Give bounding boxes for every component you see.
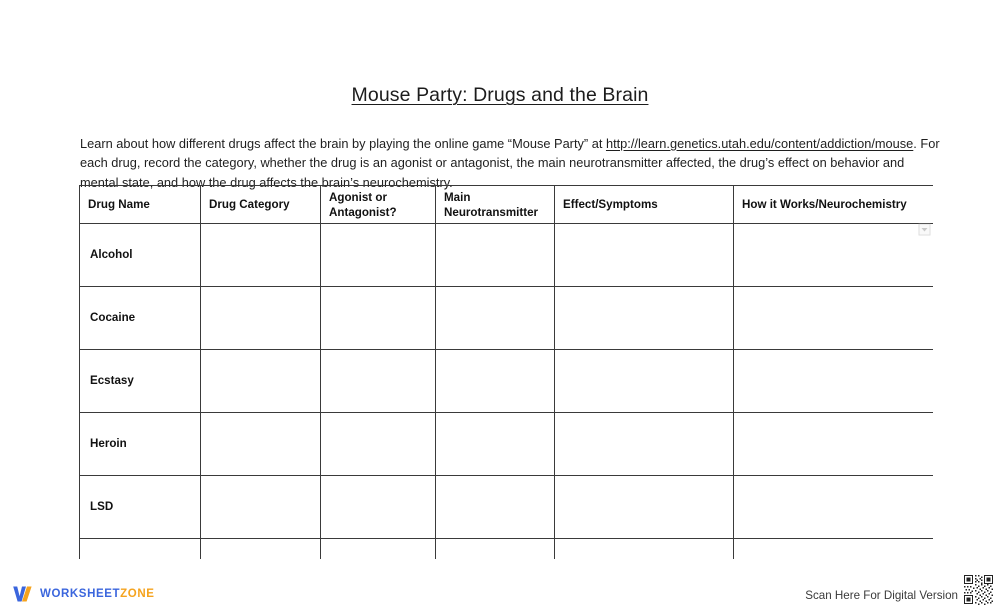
table-row	[80, 287, 934, 350]
cell-how-it-works[interactable]	[734, 539, 934, 560]
intro-paragraph	[80, 134, 940, 192]
column-header-main-neurotransmitter-line2: Neurotransmitter	[444, 205, 539, 219]
page-title	[0, 84, 1000, 107]
cell-agonist-antagonist[interactable]	[321, 539, 436, 560]
cell-drug-name: Ecstasy	[80, 350, 201, 413]
cell-main-neurotransmitter[interactable]	[436, 539, 555, 560]
cell-effect-symptoms[interactable]	[555, 413, 734, 476]
table-row	[80, 350, 934, 413]
cell-drug-name: Heroin	[80, 413, 201, 476]
cell-how-it-works[interactable]	[734, 350, 934, 413]
intro-text-after-link: . For each drug, record the category, whether the drug is an agonist or antagonist, the main neurotransmitter affected, the drug’s effect on behavior and mental state, and how the drug affects the brain’s neurochemistry.	[80, 135, 940, 190]
table-row	[80, 224, 934, 287]
table-row	[80, 539, 934, 560]
table-row	[80, 413, 934, 476]
table-row	[80, 476, 934, 539]
column-header-drug-category-line1: Drug Category	[209, 198, 290, 212]
logo-text-worksheet: WORKSHEET	[40, 588, 121, 600]
cell-effect-symptoms[interactable]	[555, 539, 734, 560]
mouse-party-link[interactable]: http://learn.genetics.utah.edu/content/addiction/mouse	[605, 135, 914, 151]
intro-text-before-link: Learn about how different drugs affect the brain by playing the online game “Mouse Party” at	[80, 135, 606, 151]
cell-how-it-works[interactable]	[734, 476, 934, 539]
column-header-effect-symptoms-line1: Effect/Symptoms	[563, 198, 658, 212]
cell-main-neurotransmitter[interactable]	[436, 476, 555, 539]
cell-agonist-antagonist[interactable]	[321, 287, 436, 350]
cell-effect-symptoms[interactable]	[555, 224, 734, 287]
cell-drug-category[interactable]	[201, 350, 321, 413]
column-header-main-neurotransmitter-line1: Main	[444, 191, 471, 204]
page-title-text: Mouse Party: Drugs and the Brain	[351, 84, 649, 106]
cell-main-neurotransmitter[interactable]	[436, 350, 555, 413]
qr-code-icon[interactable]	[962, 573, 995, 606]
drugs-worksheet-table	[79, 185, 933, 559]
cell-agonist-antagonist[interactable]	[321, 413, 436, 476]
cell-effect-symptoms[interactable]	[555, 476, 734, 539]
cell-drug-category[interactable]	[201, 413, 321, 476]
cell-how-it-works[interactable]	[734, 224, 934, 287]
logo-text-zone: ZONE	[120, 588, 155, 600]
column-header-effect-symptoms	[555, 186, 734, 224]
table-header-row	[80, 186, 934, 224]
cell-drug-category[interactable]	[201, 287, 321, 350]
column-header-how-it-works-line1: How it Works/Neurochemistry	[742, 198, 907, 212]
column-header-drug-name-line1: Drug Name	[88, 198, 150, 212]
cell-effect-symptoms[interactable]	[555, 350, 734, 413]
column-header-agonist-antagonist	[321, 186, 436, 224]
cell-main-neurotransmitter[interactable]	[436, 287, 555, 350]
column-header-how-it-works	[734, 186, 934, 224]
cell-drug-category[interactable]	[201, 476, 321, 539]
cell-main-neurotransmitter[interactable]	[436, 224, 555, 287]
column-header-drug-category	[201, 186, 321, 224]
worksheet-zone-mark-icon	[12, 585, 34, 603]
cell-effect-symptoms[interactable]	[555, 287, 734, 350]
cell-main-neurotransmitter[interactable]	[436, 413, 555, 476]
cell-agonist-antagonist[interactable]	[321, 224, 436, 287]
cell-drug-name	[80, 539, 201, 560]
column-header-main-neurotransmitter	[436, 186, 555, 224]
cell-drug-category[interactable]	[201, 224, 321, 287]
cell-agonist-antagonist[interactable]	[321, 350, 436, 413]
table-resize-handle-icon[interactable]	[918, 223, 931, 236]
column-header-drug-name	[80, 186, 201, 224]
cell-drug-category[interactable]	[201, 539, 321, 560]
cell-drug-name: Alcohol	[80, 224, 201, 287]
cell-agonist-antagonist[interactable]	[321, 476, 436, 539]
cell-drug-name: Cocaine	[80, 287, 201, 350]
worksheet-zone-wordmark	[40, 588, 155, 600]
worksheet-table-container	[79, 185, 933, 559]
scan-here-label: Scan Here For Digital Version	[805, 589, 958, 602]
cell-drug-name: LSD	[80, 476, 201, 539]
cell-how-it-works[interactable]	[734, 413, 934, 476]
cell-how-it-works[interactable]	[734, 287, 934, 350]
column-header-agonist-antagonist-line1: Agonist or	[329, 191, 387, 204]
column-header-agonist-antagonist-line2: Antagonist?	[329, 205, 397, 219]
worksheet-zone-logo[interactable]	[12, 585, 155, 603]
